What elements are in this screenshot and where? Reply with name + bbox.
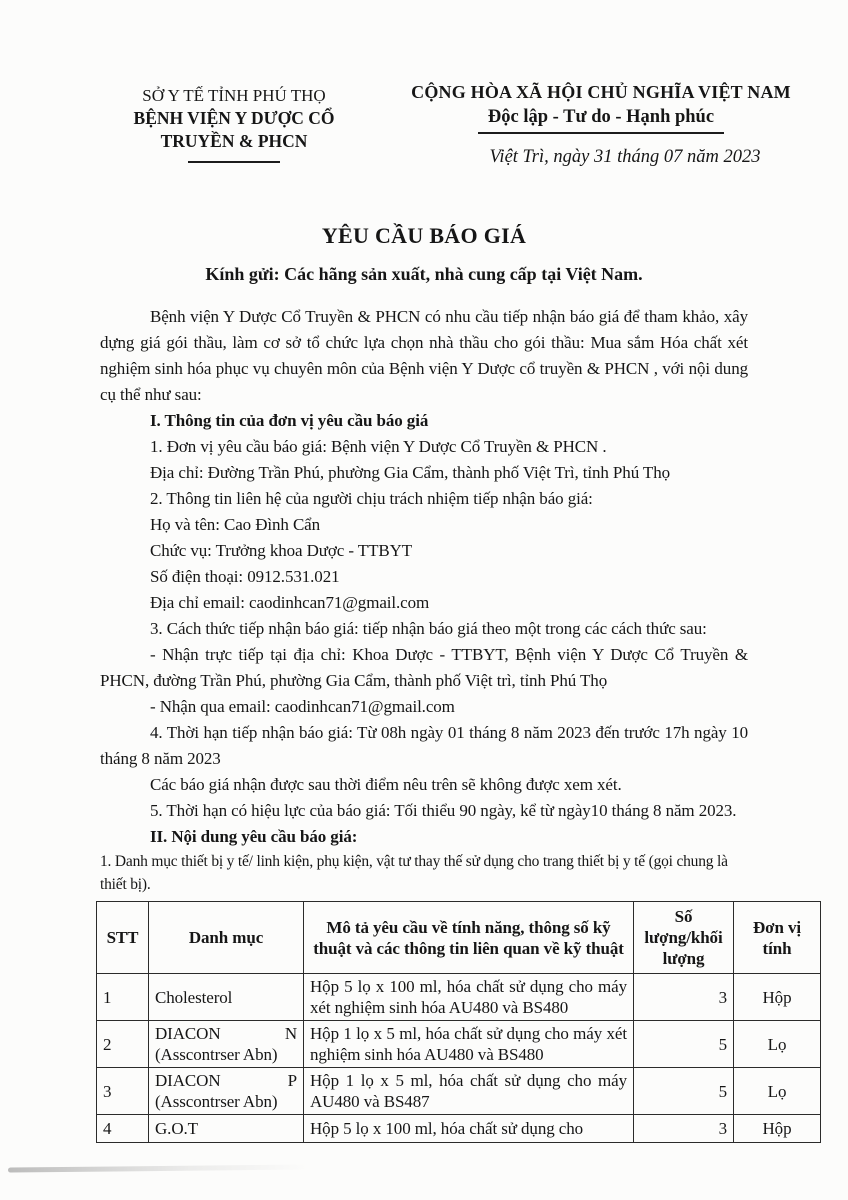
body-paragraph: - Nhận qua email: caodinhcan71@gmail.com — [150, 697, 455, 716]
quotation-table-body — [97, 974, 821, 1143]
table-cell-qty: 5 — [634, 1021, 734, 1068]
body-paragraph: Các báo giá nhận được sau thời điểm nêu trên sẽ không được xem xét. — [150, 775, 622, 794]
body-paragraph: Địa chỉ email: caodinhcan71@gmail.com — [150, 593, 430, 612]
table-header-cell: Danh mục — [149, 902, 304, 974]
issuer-org-line1: BỆNH VIỆN Y DƯỢC CỔ — [133, 108, 335, 128]
body-paragraph: 2. Thông tin liên hệ của người chịu trách nhiệm tiếp nhận báo giá: — [150, 489, 593, 508]
scan-artifact — [8, 1164, 308, 1172]
table-cell-stt: 4 — [97, 1115, 149, 1143]
table-cell-qty: 3 — [634, 1115, 734, 1143]
table-cell-desc: Hộp 1 lọ x 5 ml, hóa chất sử dụng cho máy AU480 và BS487 — [304, 1068, 634, 1115]
quotation-table — [96, 901, 821, 1143]
quotation-table-header — [97, 902, 821, 974]
table-cell-qty: 5 — [634, 1068, 734, 1115]
table-row — [97, 1068, 821, 1115]
national-header-block — [385, 80, 817, 168]
table-cell-name: G.O.T — [149, 1115, 304, 1143]
table-cell-desc: Hộp 5 lọ x 100 ml, hóa chất sử dụng cho máy xét nghiệm sinh hóa AU480 và BS480 — [304, 974, 634, 1021]
body-paragraph: Bệnh viện Y Dược Cổ Truyền & PHCN có nhu cầu tiếp nhận báo giá để tham khảo, xây dựng giá gói thầu, làm cơ sở tổ chức lựa chọn nhà thầu cho gói thầu: Mua sắm Hóa chất xét nghiệm sinh hóa phục vụ chuyên môn của Bệnh viện Y Dược cổ truyền & PHCN , với nội dung cụ thể như sau: — [100, 307, 748, 404]
table-header-cell: Mô tả yêu cầu về tính năng, thông số kỹ thuật và các thông tin liên quan về kỹ thuật — [304, 902, 634, 974]
body-paragraph: 3. Cách thức tiếp nhận báo giá: tiếp nhận báo giá theo một trong các cách thức sau: — [150, 619, 707, 638]
table-row — [97, 1115, 821, 1143]
body-paragraph: 5. Thời hạn có hiệu lực của báo giá: Tối thiểu 90 ngày, kể từ ngày10 tháng 8 năm 2023. — [150, 801, 737, 820]
issuer-underline — [188, 161, 280, 163]
section-heading: II. Nội dung yêu cầu báo giá: — [150, 827, 358, 846]
document-body — [100, 304, 802, 1143]
table-row — [97, 1021, 821, 1068]
body-paragraph: Chức vụ: Trưởng khoa Dược - TTBYT — [150, 541, 413, 560]
body-paragraph: 1. Đơn vị yêu cầu báo giá: Bệnh viện Y Dược Cổ Truyền & PHCN . — [150, 437, 607, 456]
table-cell-name: Cholesterol — [149, 974, 304, 1021]
table-header-cell: STT — [97, 902, 149, 974]
table-cell-unit: Hộp — [734, 1115, 821, 1143]
national-motto: Độc lập - Tư do - Hạnh phúc — [478, 104, 724, 134]
table-cell-stt: 2 — [97, 1021, 149, 1068]
table-cell-name: DIACON P (Asscontrser Abn) — [149, 1068, 304, 1115]
date-line: Việt Trì, ngày 31 tháng 07 năm 2023 — [489, 147, 761, 167]
country-heading: CỘNG HÒA XÃ HỘI CHỦ NGHĨA VIỆT NAM — [411, 82, 791, 102]
issuer-org-line2: TRUYỀN & PHCN — [160, 131, 308, 151]
body-paragraph: 4. Thời hạn tiếp nhận báo giá: Từ 08h ngày 01 tháng 8 năm 2023 đến trước 17h ngày 10 tháng 8 năm 2023 — [100, 723, 748, 768]
table-cell-desc: Hộp 1 lọ x 5 ml, hóa chất sử dụng cho máy xét nghiệm sinh hóa AU480 và BS480 — [304, 1021, 634, 1068]
body-paragraph: Số điện thoại: 0912.531.021 — [150, 567, 340, 586]
table-cell-unit: Lọ — [734, 1068, 821, 1115]
section-heading: I. Thông tin của đơn vị yêu cầu báo giá — [150, 411, 429, 430]
body-paragraph: 1. Danh mục thiết bị y tế/ linh kiện, phụ kiện, vật tư thay thế sử dụng cho trang thiết bị y tế (gọi chung là thiết bị). — [100, 853, 728, 893]
salutation-line: Kính gửi: Các hãng sản xuất, nhà cung cấp tại Việt Nam. — [205, 264, 643, 284]
body-paragraph: Họ và tên: Cao Đình Cẩn — [150, 515, 321, 534]
issuer-block — [88, 84, 380, 163]
table-header-cell: Đơn vị tính — [734, 902, 821, 974]
table-cell-qty: 3 — [634, 974, 734, 1021]
page-title: YÊU CẦU BÁO GIÁ — [321, 223, 527, 248]
body-paragraph: - Nhận trực tiếp tại địa chỉ: Khoa Dược - TTBYT, Bệnh viện Y Dược Cổ Truyền & PHCN, đường Trần Phú, phường Gia Cẩm, thành phố Việt trì, tỉnh Phú Thọ — [100, 645, 748, 690]
issuer-department: SỞ Y TẾ TỈNH PHÚ THỌ — [142, 86, 326, 105]
table-cell-unit: Hộp — [734, 974, 821, 1021]
table-header-cell: Số lượng/khối lượng — [634, 902, 734, 974]
table-cell-stt: 1 — [97, 974, 149, 1021]
body-paragraph: Địa chỉ: Đường Trần Phú, phường Gia Cẩm, thành phố Việt Trì, tỉnh Phú Thọ — [150, 463, 671, 482]
table-cell-desc: Hộp 5 lọ x 100 ml, hóa chất sử dụng cho — [304, 1115, 634, 1143]
table-cell-stt: 3 — [97, 1068, 149, 1115]
table-cell-unit: Lọ — [734, 1021, 821, 1068]
table-cell-name: DIACON N (Asscontrser Abn) — [149, 1021, 304, 1068]
table-row — [97, 974, 821, 1021]
